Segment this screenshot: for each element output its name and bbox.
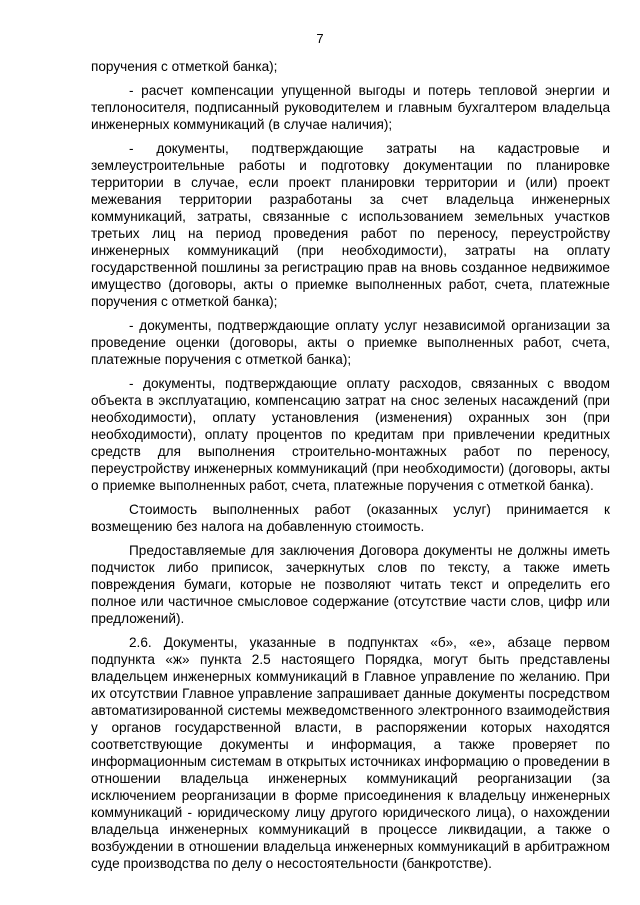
paragraph-cadastral-costs: - документы, подтверждающие затраты на кадастровые и землеустроительные работы и подготовку документации по планировке территории в случае, если проект планировки территории и (или) проект межевания территории разработаны за счет владельца инженерных коммуникаций, затраты, связанные с использованием земельных участков третьих лиц на период проведения работ по переносу, переустройству инженерных коммуникаций (при необходимости), затраты на оплату государственной пошлины за регистрацию прав на вновь созданное недвижимое имущество (договоры, акты о приемке выполненных работ, счета, платежные поручения с отметкой банка); [91,141,610,309]
paragraph-vat: Стоимость выполненных работ (оказанных услуг) принимается к возмещению без налога на добавленную стоимость. [91,502,610,534]
paragraph-appraisal-costs: - документы, подтверждающие оплату услуг независимой организации за проведение оценки (договоры, акты о приемке выполненных работ, счета, платежные поручения с отметкой банка); [91,318,610,367]
paragraph-commissioning-costs: - документы, подтверждающие оплату расходов, связанных с вводом объекта в эксплуатацию, компенсацию затрат на снос зеленых насаждений (при необходимости), оплату установления (изменения) охранных зон (при необходимости), оплату процентов по кредитам при привлечении кредитных средств для выполнения строительно-монтажных работ по переносу, переустройству инженерных коммуникаций (при необходимости) (договоры, акты о приемке выполненных работ, счета, платежные поручения с отметкой банка). [91,376,610,493]
paragraph-document-requirements: Предоставляемые для заключения Договора документы не должны иметь подчисток либо приписок, зачеркнутых слов по тексту, а также иметь повреждения бумаги, которые не позволяют читать текст и определить его полное или частичное смысловое содержание (отсутствие части слов, цифр или предложений). [91,543,610,626]
paragraph-continuation: поручения с отметкой банка); [91,59,278,74]
document-body [91,58,610,879]
paragraph-lost-profit: - расчет компенсации упущенной выгоды и потерь тепловой энергии и теплоносителя, подписанный руководителем и главным бухгалтером владельца инженерных коммуникаций (в случае наличия); [91,83,610,132]
paragraph-section-2-6: 2.6. Документы, указанные в подпунктах «б», «е», абзаце первом подпункта «ж» пункта 2.5 настоящего Порядка, могут быть представлены владельцем инженерных коммуникаций в Главное управление по желанию. При их отсутствии Главное управление запрашивает данные документы посредством автоматизированной системы межведомственного электронного взаимодействия у органов государственной власти, в распоряжении которых находятся соответствующие документы и информация, а также проверяет по информационным системам в открытых источниках информацию о проведении в отношении владельца инженерных коммуникаций реорганизации (за исключением реорганизации в форме присоединения к владельцу инженерных коммуникаций - юридическому лицу другого юридического лица), о нахождении владельца инженерных коммуникаций в процессе ликвидации, а также о возбуждении в отношении владельца инженерных коммуникаций в арбитражном суде производства по делу о несостоятельности (банкротстве). [91,635,610,871]
page-number: 7 [316,31,324,46]
